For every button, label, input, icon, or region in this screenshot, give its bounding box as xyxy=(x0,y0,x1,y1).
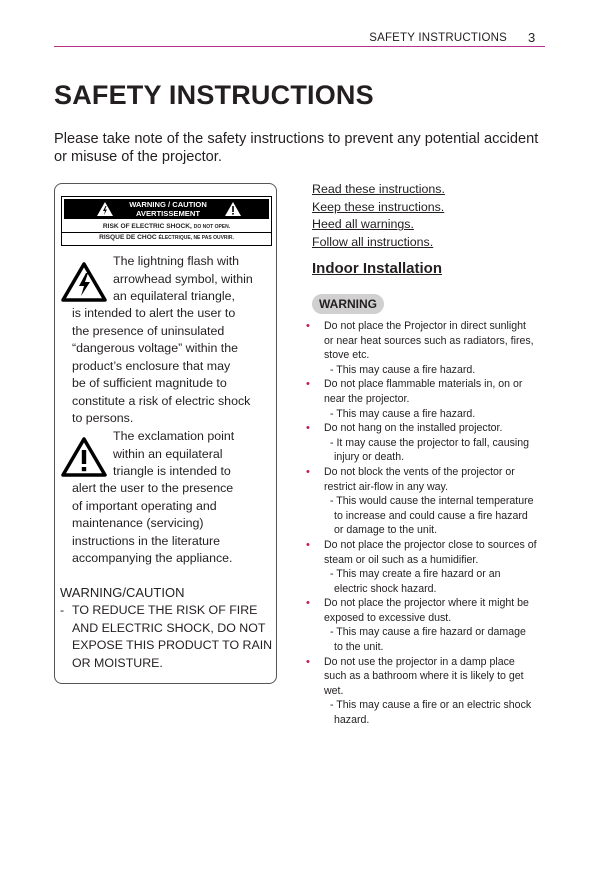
label-warning-caution: WARNING / CAUTION xyxy=(129,200,207,209)
running-header: SAFETY INSTRUCTIONS xyxy=(369,32,507,44)
list-item: • Do not hang on the installed projector. - It may cause the projector to fall, causing injury or death. xyxy=(306,422,530,464)
lightning-triangle-icon xyxy=(60,261,108,303)
warning-caution-heading: WARNING/CAUTION xyxy=(60,585,185,600)
bullet-icon: • xyxy=(306,538,310,551)
bullet-icon: • xyxy=(306,655,310,668)
warning-badge: WARNING xyxy=(312,294,384,314)
lightning-triangle-icon xyxy=(96,201,114,217)
label-risk-french: RISQUE DE CHOC ÉLECTRIQUE, NE PAS OUVRIR. xyxy=(99,234,234,241)
list-item: • Do not use the projector in a damp place such as a bathroom where it is likely to get wet. - This may cause a fire or an electric shock hazard. xyxy=(306,655,532,727)
warning-label-banner xyxy=(64,199,269,219)
label-avertissement: AVERTISSEMENT xyxy=(136,209,200,218)
link-keep-instructions[interactable]: Keep these instructions. xyxy=(312,199,445,214)
list-item: • Do not place the projector where it might be exposed to excessive dust. - This may cause a fire hazard or damage to the unit. xyxy=(306,597,529,654)
bullet-icon: • xyxy=(306,422,310,435)
page-title: SAFETY INSTRUCTIONS xyxy=(54,80,374,110)
label-risk-english: RISK OF ELECTRIC SHOCK, DO NOT OPEN. xyxy=(62,222,271,233)
page-number: 3 xyxy=(528,30,536,45)
link-read-instructions[interactable]: Read these instructions. xyxy=(312,182,445,196)
list-item: • Do not block the vents of the projector or restrict air-flow in any way. - This would cause the internal temperature to increase and could cause a fire hazard or damage to the unit. xyxy=(306,465,534,537)
warning-caution-dash: - xyxy=(60,603,65,617)
bullet-icon: • xyxy=(306,320,310,332)
bullet-icon: • xyxy=(306,597,310,610)
exclamation-triangle-icon xyxy=(60,436,108,478)
bullet-icon: • xyxy=(306,378,310,391)
indoor-warning-list xyxy=(306,319,537,728)
link-heed-warnings[interactable]: Heed all warnings. xyxy=(312,217,414,232)
warning-caution-text: TO REDUCE THE RISK OF FIRE AND ELECTRIC SHOCK, DO NOT EXPOSE THIS PRODUCT TO RAIN OR MOISTURE. xyxy=(72,603,273,670)
list-item: • Do not place the Projector in direct sunlight or near heat sources such as radiators, fires, stove etc. - This may cause a fire hazard. xyxy=(306,320,534,376)
list-item: • Do not place flammable materials in, on or near the projector. - This may cause a fire hazard. xyxy=(306,378,523,420)
link-follow-instructions[interactable]: Follow all instructions. xyxy=(312,235,434,250)
bullet-icon: • xyxy=(306,465,310,478)
exclamation-triangle-icon xyxy=(224,201,242,217)
instruction-links xyxy=(312,181,445,252)
list-item: • Do not place the projector close to sources of steam or oil such as a humidifier. - This may create a fire hazard or an electric shock hazard. xyxy=(306,538,537,595)
warning-label xyxy=(61,196,272,246)
header-rule xyxy=(54,46,545,47)
intro-paragraph: Please take note of the safety instructions to prevent any potential accident or misuse of the projector. xyxy=(54,131,539,165)
indoor-installation-heading: Indoor Installation xyxy=(312,260,442,277)
